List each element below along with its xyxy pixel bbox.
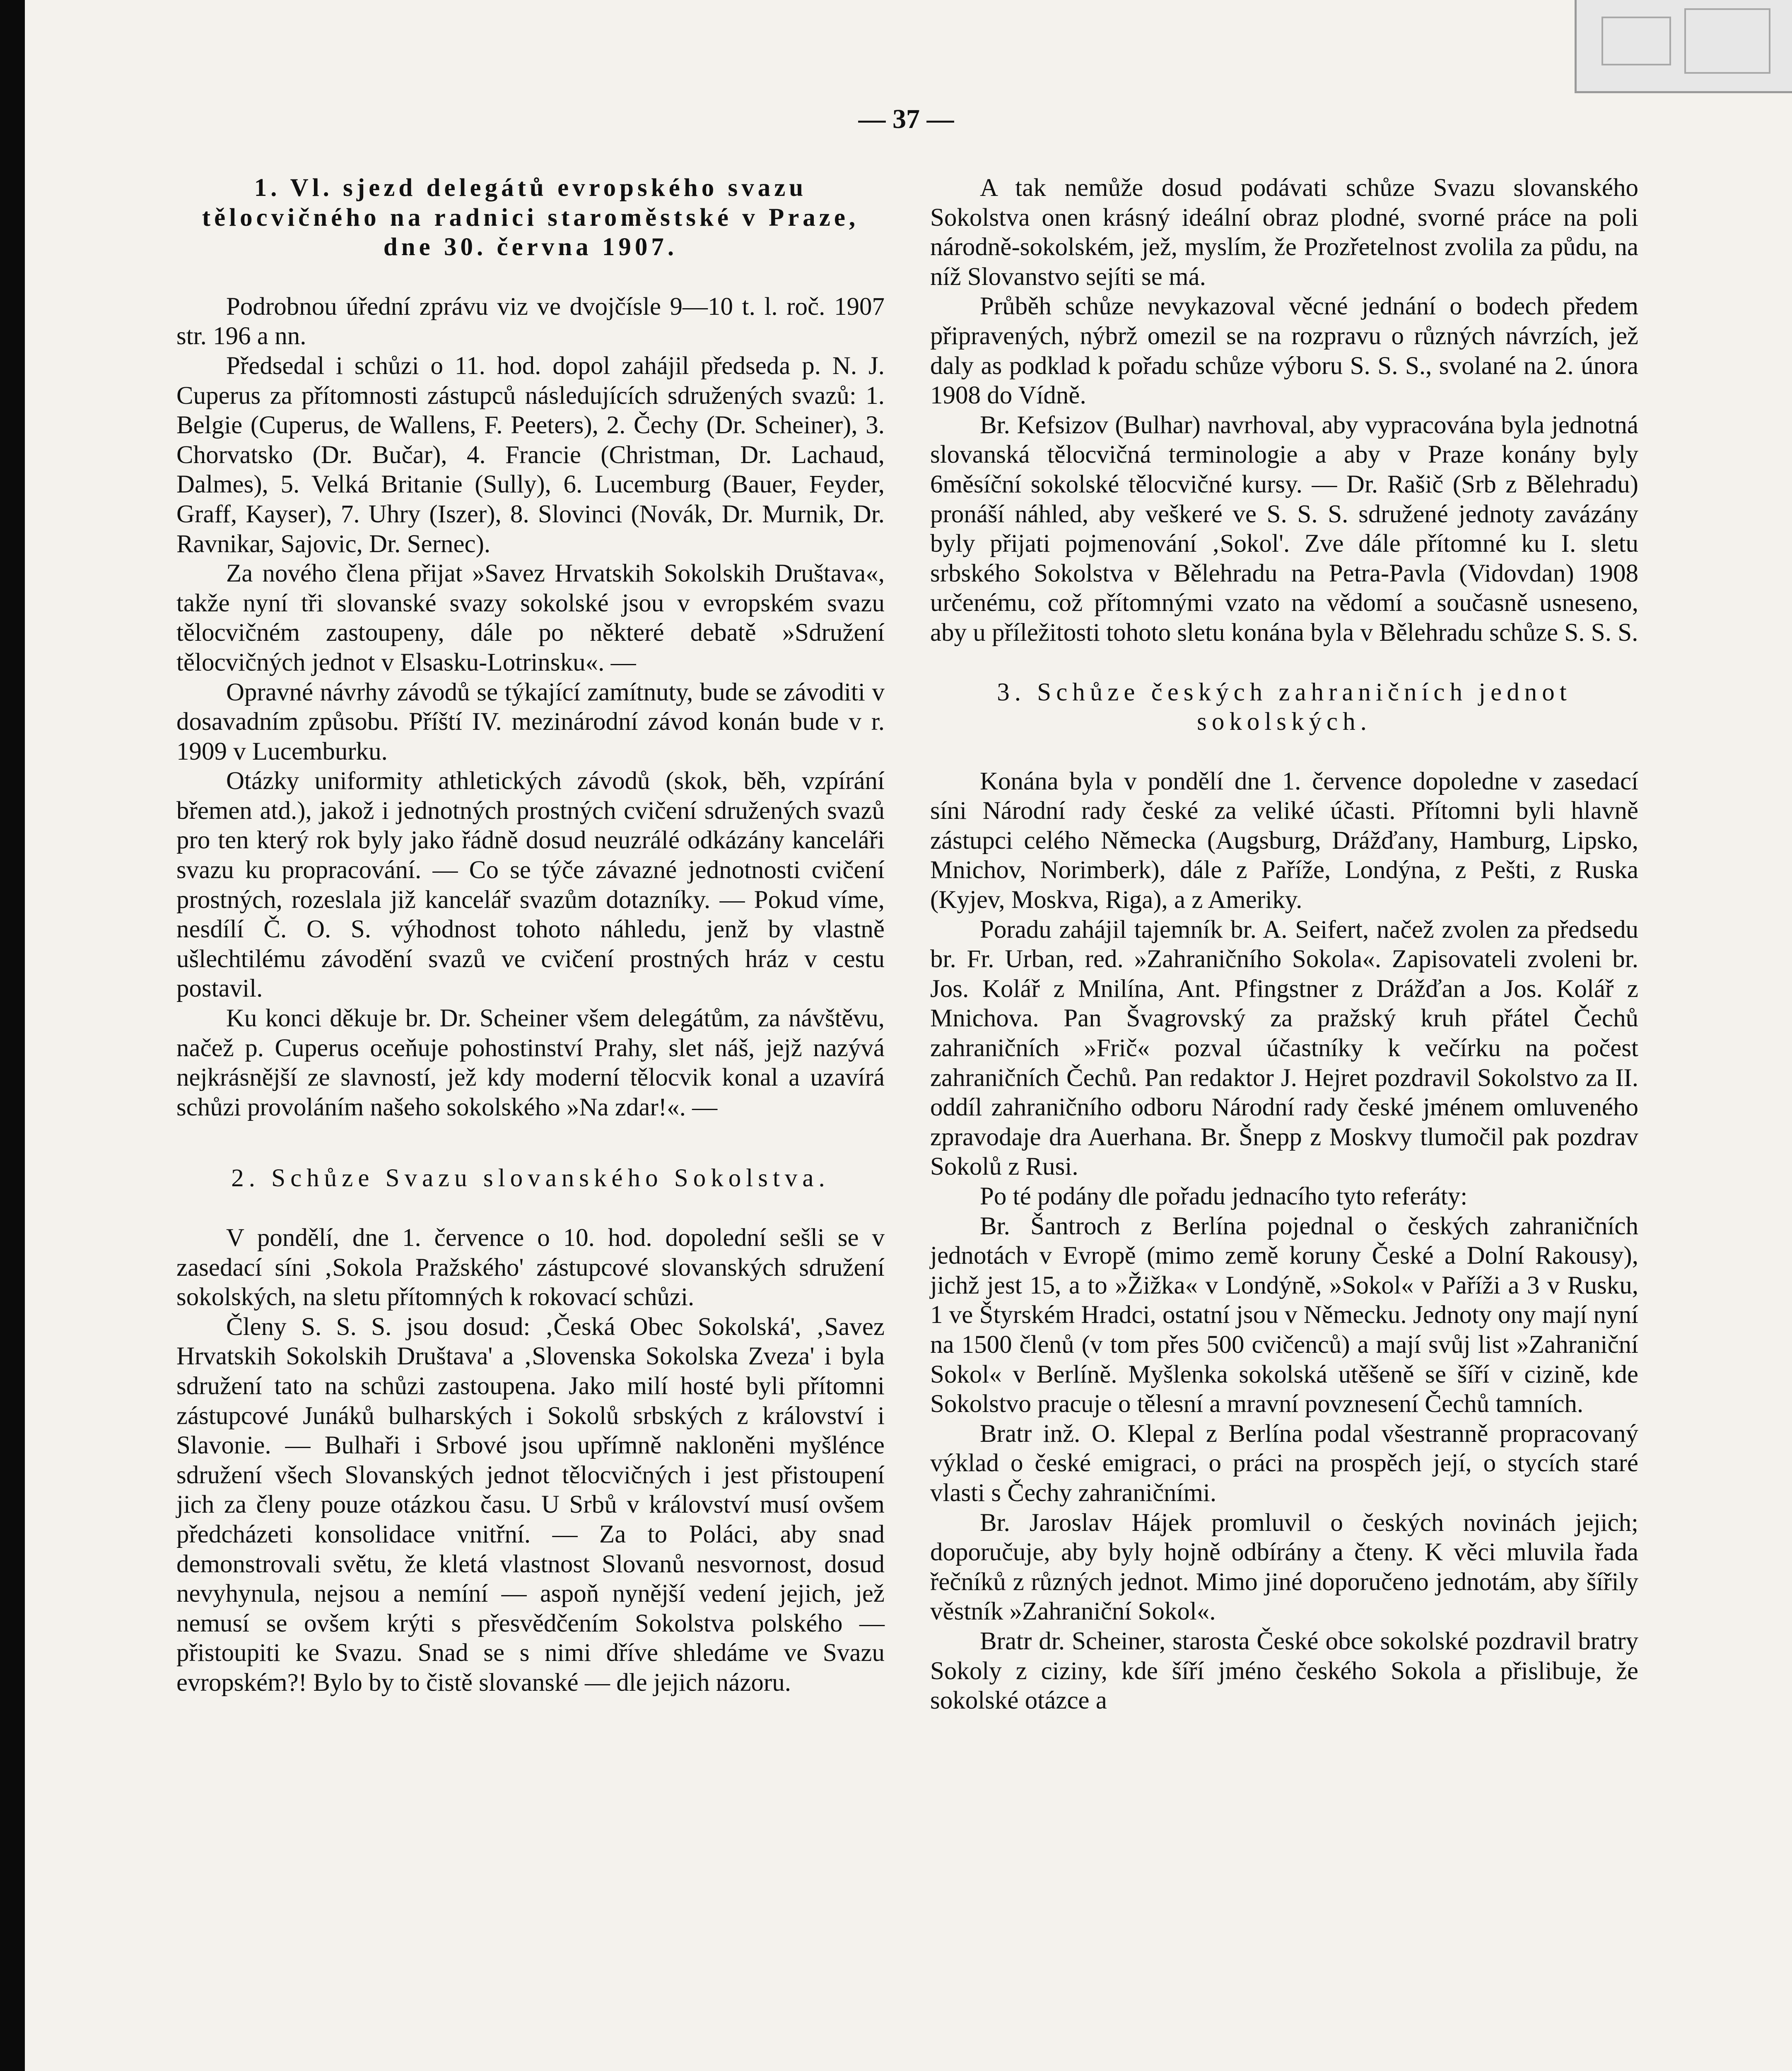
paragraph: Poradu zahájil tajemník br. A. Seifert, načež zvolen za předsedu br. Fr. Urban, red. »Zahraničního Sokola«. Zapisovateli zvoleni br. Jos. Kolář z Mnilína, Ant. Pfingstner z Drážďan a Jos. Kolář z Mnichova. Pan Švagrovský za pražský kruh přátel Čechů zahraničních »Frič« pozval účastníky k večírku na počest zahraničních Čechů. Pan redaktor J. Hejret pozdravil Sokolstvo za II. oddíl zahraničního odboru Národní rady české jménem omluveného zpravodaje dra Auerhana. Br. Šnepp z Moskvy tlumočil pak pozdrav Sokolů z Rusi. (930, 915, 1638, 1181)
paragraph: Bratr inž. O. Klepal z Berlína podal všestranně propracovaný výklad o české emigraci, o práci na prospěch její, o stycích staré vlasti s Čechy zahraničními. (930, 1419, 1638, 1507)
paragraph: A tak nemůže dosud podávati schůze Svazu slovanského Sokolstva onen krásný ideální obraz plodné, svorné práce na poli národně-sokolském, jež, myslím, že Prozřetelnost zvolila za půdu, na níž Slovanstvo sejíti se má. (930, 174, 1638, 291)
paragraph: Průběh schůze nevykazoval věcné jednání o bodech předem připravených, nýbrž omezil se na rozpravu o různých návrzích, jež daly as podklad k pořadu schůze výboru S. S. S., svolané na 2. února 1908 do Vídně. (930, 292, 1638, 410)
paragraph: Za nového člena přijat »Savez Hrvatskih Sokolskih Društava«, takže nyní tři slovanské svazy sokolské jsou v evropském svazu tělocvičném zastoupeny, dále po některé debatě »Sdružení tělocvičných jednot v Elsasku-Lotrinsku«. — (176, 560, 885, 676)
page-number: — 37 — (858, 104, 954, 134)
paragraph: Předsedal i schůzi o 11. hod. dopol zahájil předseda p. N. J. Cuperus za přítomnosti zástupců následujících sdružených svazů: 1. Belgie (Cuperus, de Wallens, F. Peeters), 2. Čechy (Dr. Scheiner), 3. Chorvatsko (Dr. Bučar), 4. Francie (Christman, Dr. Lachaud, Dalmes), 5. Velká Britanie (Sully), 6. Lucemburg (Bauer, Feyder, Graff, Kayser), 7. Uhry (Iszer), 8. Slovinci (Novák, Dr. Murnik, Dr. Ravnikar, Sajovic, Dr. Sernec). (176, 352, 885, 558)
paragraph: Otázky uniformity athletických závodů (skok, běh, vzpírání břemen atd.), jakož i jednotných prostných cvičení sdružených svazů pro ten který rok byly jako řádně dosud neuzrálé odkázány kanceláři svazu ku propracování. — Co se týče závazné jednotnosti cvičení prostných, rozeslala již kancelář svazům dotazníky. — Pokud víme, nesdílí Č. O. S. výhodnost tohoto náhledu, jenž by vlastně ušlechtilému závodění svazů ve cvičení prostných hráz v cestu postavil. (176, 767, 885, 1003)
paragraph: Členy S. S. S. jsou dosud: ‚Česká Obec Sokolská', ‚Savez Hrvatskih Sokolskih Društava' a ‚Slovenska Sokolska Zveza' i byla sdružení tato na schůzi zastoupena. Jako milí hosté byli přítomni zástupcové Junáků bulharských i Sokolů srbských z království i Slavonie. — Bulhaři i Srbové jsou upřímně nakloněni myšlénce sdružení všech Slovanských jednot tělocvičných i jest přistoupení jich za členy pouze otázkou času. U Srbů v království musí ovšem předcházeti konsolidace vnitřní. — Za to Poláci, aby snad demonstrovali světu, že kletá vlastnost Slovanů nesvornost, dosud nevyhynula, nejsou a nemíní — aspoň nynější vedení jejich, jež nemusí se ovšem krýti s přesvědčením Sokolstva polského — přistoupiti ke Svazu. Snad se s nimi dříve shledáme ve Svazu evropském?! Bylo by to čistě slovanské — dle jejich názoru. (176, 1313, 885, 1697)
paragraph: Br. Jaroslav Hájek promluvil o českých novinách jejich; doporučuje, aby byly hojně odbírány a čteny. K věci mluvila řada řečníků z různých jednot. Mimo jiné doporučeno jednotám, aby šířily věstník »Zahraniční Sokol«. (930, 1509, 1638, 1626)
paragraph: Konána byla v pondělí dne 1. července dopoledne v zasedací síni Národní rady české za veliké účasti. Přítomni byli hlavně zástupci celého Německa (Augsburg, Drážďany, Hamburg, Lipsko, Mnichov, Norimberk), dále z Paříže, Londýna, z Pešti, z Ruska (Kyjev, Moskva, Riga), a z Ameriky. (930, 767, 1638, 914)
paragraph: V pondělí, dne 1. července o 10. hod. dopolední sešli se v zasedací síni ‚Sokola Pražského' zástupcové slovanských sdružení sokolských, na sletu přítomných k rokovací schůzi. (176, 1224, 885, 1311)
paragraph: Opravné návrhy závodů se týkající zamítnuty, bude se závoditi v dosavadním způsobu. Příští IV. mezinárodní závod konán bude v r. 1909 v Lucemburku. (176, 678, 885, 765)
paragraph: Podrobnou úřední zprávu viz ve dvojčísle 9—10 t. l. roč. 1907 str. 196 a nn. (176, 292, 885, 350)
paragraph: Br. Šantroch z Berlína pojednal o českých zahraničních jednotách v Evropě (mimo země koruny České a Dolní Rakousy), jichž jest 15, a to »Žižka« v Londýně, »Sokol« v Paříži a 3 v Rusku, 1 ve Štyrském Hradci, ostatní jsou v Německu. Jednoty ony mají nyní na 1500 členů (v tom přes 500 cvičenců) a mají svůj list »Zahraniční Sokol« v Berlíně. Myšlenka sokolská utěšeně se šíří v cizině, kde Sokolstvo pracuje o tělesní a mravní povznesení Čechů tamních. (930, 1212, 1638, 1418)
scan-border-left (0, 0, 25, 2071)
paragraph: Ku konci děkuje br. Dr. Scheiner všem delegátům, za návštěvu, načež p. Cuperus oceňuje pohostinství Prahy, slet náš, jejž nazývá nejkrásnější ze slavností, jež kdy moderní tělocvik konal a uzavírá schůzi provoláním našeho sokolského »Na zdar!«. — (176, 1004, 885, 1121)
archive-stamp (1575, 0, 1792, 93)
paragraph: Po té podány dle pořadu jednacího tyto referáty: (980, 1183, 1468, 1210)
section-heading-1: 1. Vl. sjezd delegátů evropského svazu tělocvičného na radnici staroměstské v Praze, dne 30. června 1907. (202, 174, 859, 261)
section-heading-3: 3. Schůze českých zahraničních jednot sokolských. (997, 678, 1572, 736)
paragraph: Bratr dr. Scheiner, starosta České obce sokolské pozdravil bratry Sokoly z ciziny, kde šíří jméno českého Sokola a přislibuje, že sokolské otázce a (930, 1627, 1638, 1715)
document-page (20, 0, 1792, 2071)
left-column (176, 173, 885, 1698)
right-column (930, 173, 1638, 1716)
paragraph: Br. Kefsizov (Bulhar) navrhoval, aby vypracována byla jednotná slovanská tělocvičná terminologie a aby v Praze konány byly 6měsíční sokolské tělocvičné kursy. — Dr. Rašič (Srb z Bělehradu) pronáší náhled, aby veškeré ve S. S. S. sdružené jednoty zavázány byly přijati pojmenování ‚Sokol'. Zve dále přítomné ku I. sletu srbského Sokolstva v Bělehradu na Petra-Pavla (Vidovdan) 1908 určenému, což přítomnými vzato na vědomí a současně usneseno, aby u příležitosti tohoto sletu konána byla v Bělehradu schůze S. S. S. (930, 411, 1638, 647)
section-heading-2: 2. Schůze Svazu slovanského Sokolstva. (231, 1164, 830, 1192)
